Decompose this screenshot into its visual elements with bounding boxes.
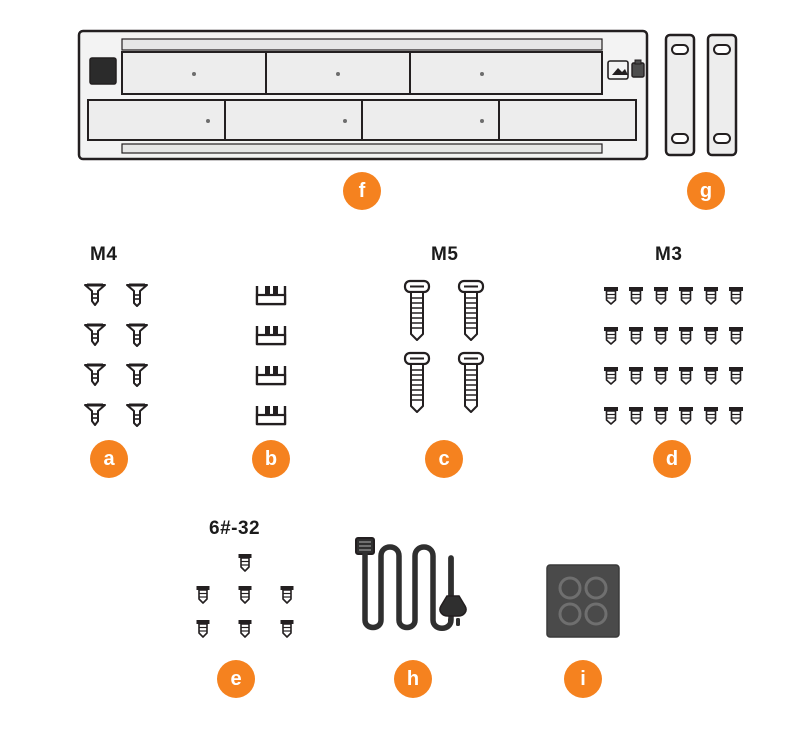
badge-f: f bbox=[343, 172, 381, 210]
m3-screw bbox=[648, 356, 673, 396]
cage-nut bbox=[248, 396, 294, 436]
badge-b: b bbox=[252, 440, 290, 478]
rubber-foot-pad bbox=[546, 564, 620, 638]
m3-screw bbox=[698, 396, 723, 436]
m5-screw bbox=[390, 346, 444, 418]
m5-screw-group bbox=[390, 274, 498, 418]
cage-nut-group bbox=[248, 276, 294, 436]
badge-a: a bbox=[90, 440, 128, 478]
m3-screw bbox=[623, 276, 648, 316]
m3-screw bbox=[673, 396, 698, 436]
m3-screw bbox=[598, 356, 623, 396]
m3-screw bbox=[598, 316, 623, 356]
m4-screw bbox=[116, 316, 158, 356]
m3-screw bbox=[723, 276, 748, 316]
six32-screw-group bbox=[190, 548, 300, 646]
rack-drawer-chassis bbox=[78, 30, 648, 160]
m3-screw bbox=[698, 316, 723, 356]
six32-screw bbox=[236, 552, 254, 574]
six32-screw bbox=[236, 584, 254, 606]
m3-screw bbox=[598, 396, 623, 436]
six32-screw bbox=[236, 618, 254, 640]
m5-screw bbox=[444, 346, 498, 418]
m4-screw bbox=[74, 396, 116, 436]
mounting-brackets bbox=[664, 33, 748, 159]
caption-m5: M5 bbox=[431, 244, 459, 265]
m3-screw bbox=[598, 276, 623, 316]
m5-screw bbox=[444, 274, 498, 346]
m3-screw bbox=[623, 316, 648, 356]
m3-screw-group bbox=[598, 276, 748, 436]
cage-nut bbox=[248, 276, 294, 316]
m4-screw bbox=[116, 396, 158, 436]
caption-m3: M3 bbox=[655, 244, 683, 265]
badge-e: e bbox=[217, 660, 255, 698]
m3-screw bbox=[698, 356, 723, 396]
badge-g: g bbox=[687, 172, 725, 210]
six32-screw bbox=[194, 618, 212, 640]
six32-screw bbox=[194, 584, 212, 606]
badge-h: h bbox=[394, 660, 432, 698]
m3-screw bbox=[648, 276, 673, 316]
caption-6-32: 6#-32 bbox=[209, 518, 261, 539]
m4-screw bbox=[116, 356, 158, 396]
m3-screw bbox=[648, 396, 673, 436]
m4-screw bbox=[116, 276, 158, 316]
cage-nut bbox=[248, 316, 294, 356]
six32-screw bbox=[278, 584, 296, 606]
m3-screw bbox=[723, 316, 748, 356]
badge-c: c bbox=[425, 440, 463, 478]
m4-screw bbox=[74, 316, 116, 356]
power-cable bbox=[352, 534, 480, 640]
m3-screw bbox=[623, 356, 648, 396]
six32-screw bbox=[278, 618, 296, 640]
m4-screw-group bbox=[74, 276, 158, 436]
cage-nut bbox=[248, 356, 294, 396]
m3-screw bbox=[623, 396, 648, 436]
badge-d: d bbox=[653, 440, 691, 478]
m4-screw bbox=[74, 356, 116, 396]
m3-screw bbox=[673, 316, 698, 356]
m5-screw bbox=[390, 274, 444, 346]
m4-screw bbox=[74, 276, 116, 316]
m3-screw bbox=[723, 356, 748, 396]
m3-screw bbox=[673, 356, 698, 396]
m3-screw bbox=[648, 316, 673, 356]
m3-screw bbox=[673, 276, 698, 316]
m3-screw bbox=[698, 276, 723, 316]
m3-screw bbox=[723, 396, 748, 436]
badge-i: i bbox=[564, 660, 602, 698]
caption-m4: M4 bbox=[90, 244, 118, 265]
